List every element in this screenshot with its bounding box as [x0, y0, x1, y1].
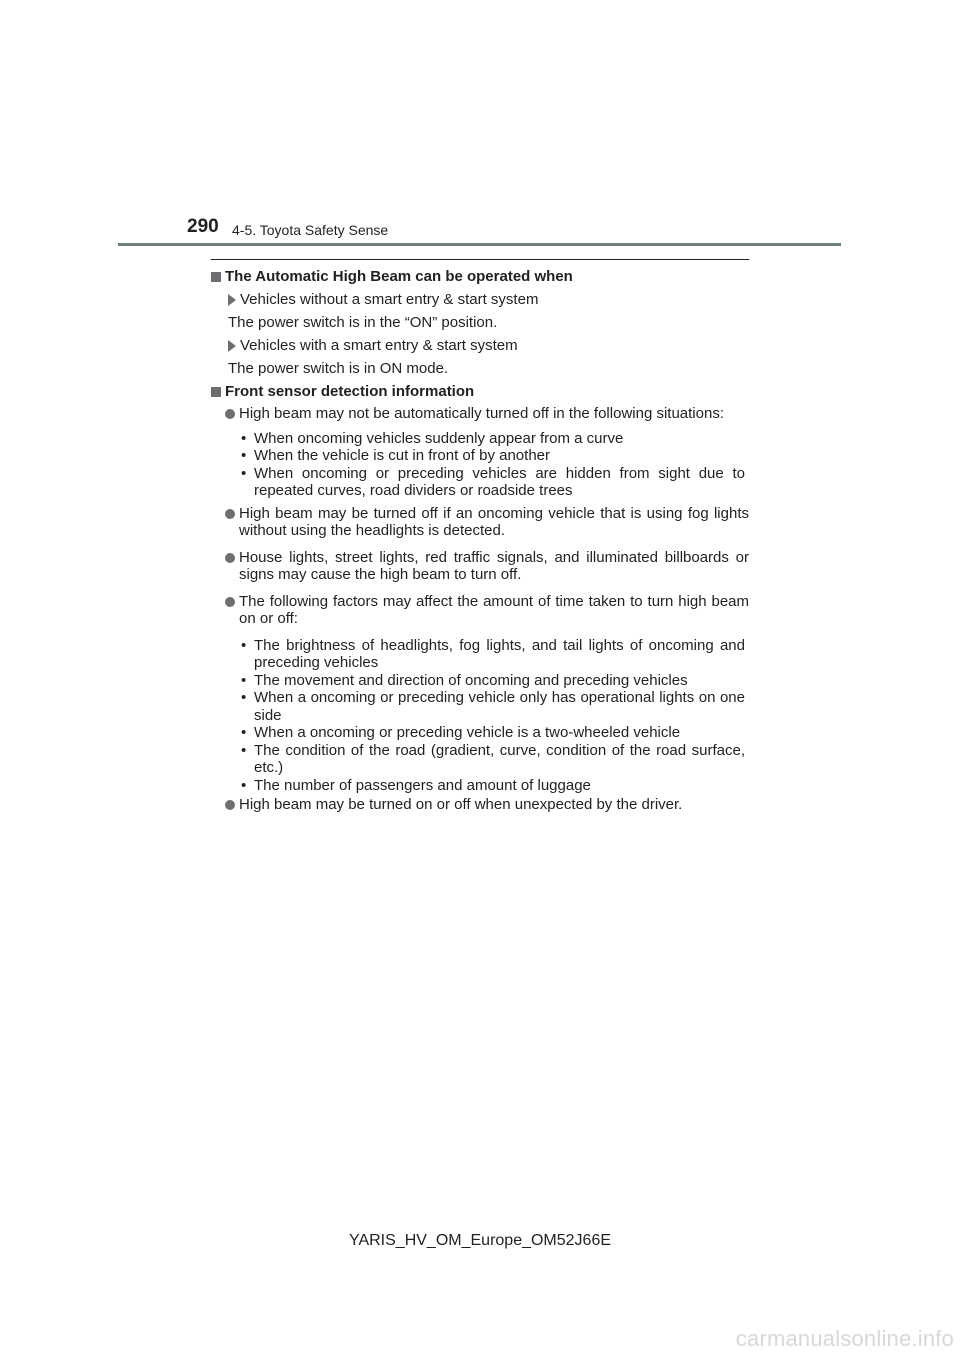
triangle-right-icon — [228, 294, 236, 306]
circle-bullet-icon — [225, 509, 235, 519]
page-content — [211, 264, 749, 814]
heading-operation-text: The Automatic High Beam can be operated when — [225, 268, 573, 285]
sub-list — [238, 430, 749, 500]
power-switch-on-text: The power switch is in the “ON” position. — [228, 314, 498, 331]
sub-list — [238, 637, 749, 795]
sub-list-item — [238, 430, 749, 448]
header-rule — [118, 243, 841, 246]
sub-list-item — [238, 742, 749, 777]
variant-with-smart-entry-text: Vehicles with a smart entry & start system — [240, 336, 518, 354]
sub-list-item — [238, 447, 749, 465]
sub-list-text: The number of passengers and amount of luggage — [254, 776, 591, 794]
document-code: YARIS_HV_OM_Europe_OM52J66E — [348, 1232, 612, 1249]
bullet-text: High beam may not be automatically turned off in the following situations: — [239, 405, 724, 422]
sub-bullet-dot: • — [241, 429, 247, 447]
bullet-text: High beam may be turned on or off when unexpected by the driver. — [239, 796, 683, 813]
circle-bullet-icon — [225, 409, 235, 419]
sub-bullet-dot: • — [241, 671, 247, 689]
sub-bullet-dot: • — [241, 724, 247, 741]
sub-list-item — [238, 689, 749, 724]
variant-with-smart-entry — [228, 337, 749, 355]
heading-detection — [211, 383, 749, 401]
sub-list-text: When oncoming or preceding vehicles are hidden from sight due to repeated curves, road dividers or roadside trees — [254, 464, 745, 499]
bullet-text: House lights, street lights, red traffic signals, and illuminated billboards or signs may cause the high beam to turn off. — [239, 548, 749, 583]
sub-bullet-dot: • — [241, 447, 247, 464]
sub-list-item — [238, 465, 749, 500]
sub-list-text: When a oncoming or preceding vehicle only has operational lights on one side — [254, 689, 745, 724]
square-icon — [211, 387, 221, 397]
bullet-item — [211, 549, 749, 584]
circle-bullet-icon — [225, 800, 235, 810]
bullet-text: The following factors may affect the amount of time taken to turn high beam on or off: — [239, 592, 749, 627]
bullet-item — [211, 505, 749, 540]
bullet-text: High beam may be turned off if an oncoming vehicle that is using fog lights without using the headlights is detected. — [239, 504, 749, 539]
triangle-right-icon — [228, 340, 236, 352]
sub-list-text: The condition of the road (gradient, curve, condition of the road surface, etc.) — [254, 741, 745, 776]
sub-bullet-dot: • — [241, 464, 247, 482]
sub-list-text: The brightness of headlights, fog lights, and tail lights of oncoming and preceding vehicles — [254, 636, 745, 671]
bullet-item — [211, 796, 749, 814]
heading-operation — [211, 268, 749, 286]
bullet-item — [211, 593, 749, 628]
sub-list-text: When the vehicle is cut in front of by another — [254, 447, 550, 464]
sub-bullet-dot: • — [241, 689, 247, 706]
circle-bullet-icon — [225, 553, 235, 563]
power-switch-on-mode-text: The power switch is in ON mode. — [228, 360, 449, 377]
sub-list-item — [238, 777, 749, 795]
sub-list-item — [238, 672, 749, 690]
square-icon — [211, 272, 221, 282]
sub-list-text: The movement and direction of oncoming and preceding vehicles — [254, 671, 688, 689]
page-number: 290 — [187, 216, 219, 237]
sub-bullet-dot: • — [241, 776, 247, 794]
sub-list-item — [238, 637, 749, 672]
sub-list-item — [238, 724, 749, 742]
variant-without-smart-entry — [228, 291, 749, 309]
sub-list-text: When a oncoming or preceding vehicle is a two-wheeled vehicle — [254, 724, 681, 741]
heading-detection-text: Front sensor detection information — [225, 382, 475, 400]
bullet-item — [211, 405, 749, 423]
watermark: carmanualsonline.info — [735, 1326, 954, 1351]
sub-list-text: When oncoming vehicles suddenly appear from a curve — [254, 429, 624, 447]
section-title: 4-5. Toyota Safety Sense — [232, 222, 389, 238]
circle-bullet-icon — [225, 597, 235, 607]
sub-bullet-dot: • — [241, 636, 247, 654]
content-top-rule — [211, 259, 749, 260]
sub-bullet-dot: • — [241, 741, 247, 759]
variant-without-smart-entry-text: Vehicles without a smart entry & start system — [240, 290, 539, 308]
